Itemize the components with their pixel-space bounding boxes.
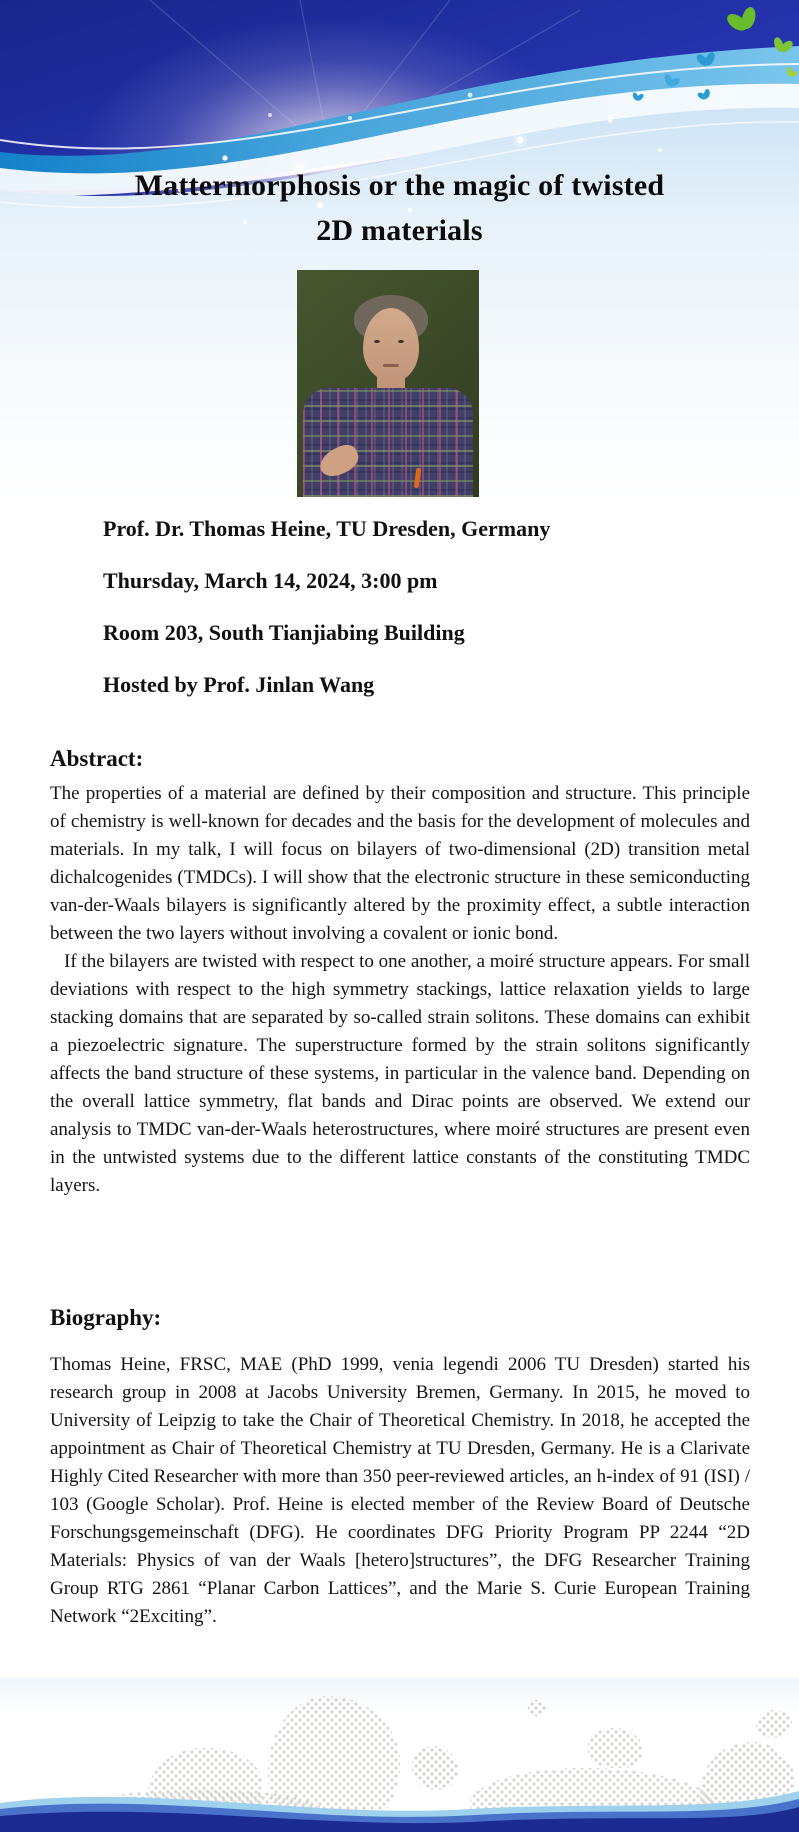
event-location: Room 203, South Tianjiabing Building — [103, 620, 465, 645]
abstract-heading: Abstract: — [50, 746, 144, 771]
biography-body — [50, 1351, 750, 1631]
map-blob — [588, 1728, 643, 1768]
header-banner — [0, 0, 799, 520]
map-blob — [756, 1710, 792, 1738]
poster-title — [0, 163, 799, 253]
speaker-photo — [297, 270, 479, 497]
footer-wave-graphic — [0, 1777, 799, 1832]
photo-face — [363, 308, 419, 382]
biography-paragraph-1: Thomas Heine, FRSC, MAE (PhD 1999, venia legendi 2006 TU Dresden) started his research group in 2008 at Jacobs University Bremen, Germany. In 2015, he moved to University of Leipzig to take the Chair of Theoretical Chemistry. In 2018, he accepted the appointment as Chair of Theoretical Chemistry at TU Dresden, Germany. He is a Clarivate Highly Cited Researcher with more than 350 peer-reviewed articles, an h-index of 91 (ISI) / 103 (Google Scholar). Prof. Heine is elected member of the Review Board of Deutsche Forschungsgemeinschaft (DFG). He coordinates DFG Priority Program PP 2244 “2D Materials: Physics of van der Waals [hetero]structures”, the DFG Researcher Training Group RTG 2861 “Planar Carbon Lattices”, and the Marie S. Curie European Training Network “2Exciting”. — [50, 1354, 750, 1627]
photo-eye — [398, 340, 404, 343]
poster-title-line-2: 2D materials — [316, 214, 483, 247]
photo-plaid-shirt — [303, 388, 473, 497]
abstract-paragraph-2: If the bilayers are twisted with respect to one another, a moiré structure appears. For small deviations with respect to the high symmetry stackings, lattice relaxation yields to large stacking domains that are separated by so-called strain solitons. These domains can exhibit a piezoelectric signature. The superstructure formed by the strain solitons significantly affects the band structure of these systems, in particular in the valence band. Depending on the overall lattice symmetry, flat bands and Dirac points are observed. We extend our analysis to TMDC van-der-Waals heterostructures, where moiré structures are present even in the untwisted systems due to the different lattice constants of the constituting TMDC layers. — [50, 951, 750, 1196]
event-datetime: Thursday, March 14, 2024, 3:00 pm — [103, 568, 438, 593]
abstract-body — [50, 780, 750, 1200]
event-host: Hosted by Prof. Jinlan Wang — [103, 672, 375, 697]
map-blob — [528, 1700, 546, 1716]
event-speaker: Prof. Dr. Thomas Heine, TU Dresden, Germany — [103, 516, 551, 541]
biography-heading: Biography: — [50, 1305, 162, 1330]
photo-eye — [374, 340, 380, 343]
footer-banner — [0, 1678, 799, 1832]
photo-mouth — [383, 364, 399, 367]
abstract-paragraph-1: The properties of a material are defined by their composition and structure. This principle of chemistry is well-known for decades and the basis for the development of molecules and materials. In my talk, I will focus on bilayers of two-dimensional (2D) transition metal dichalcogenides (TMDCs). I will show that the electronic structure in these semiconducting van-der-Waals bilayers is significantly altered by the proximity effect, a subtle interaction between the two layers without involving a covalent or ionic bond. — [50, 783, 750, 944]
event-details — [103, 503, 550, 711]
poster-title-line-1: Mattermorphosis or the magic of twisted — [134, 169, 665, 202]
